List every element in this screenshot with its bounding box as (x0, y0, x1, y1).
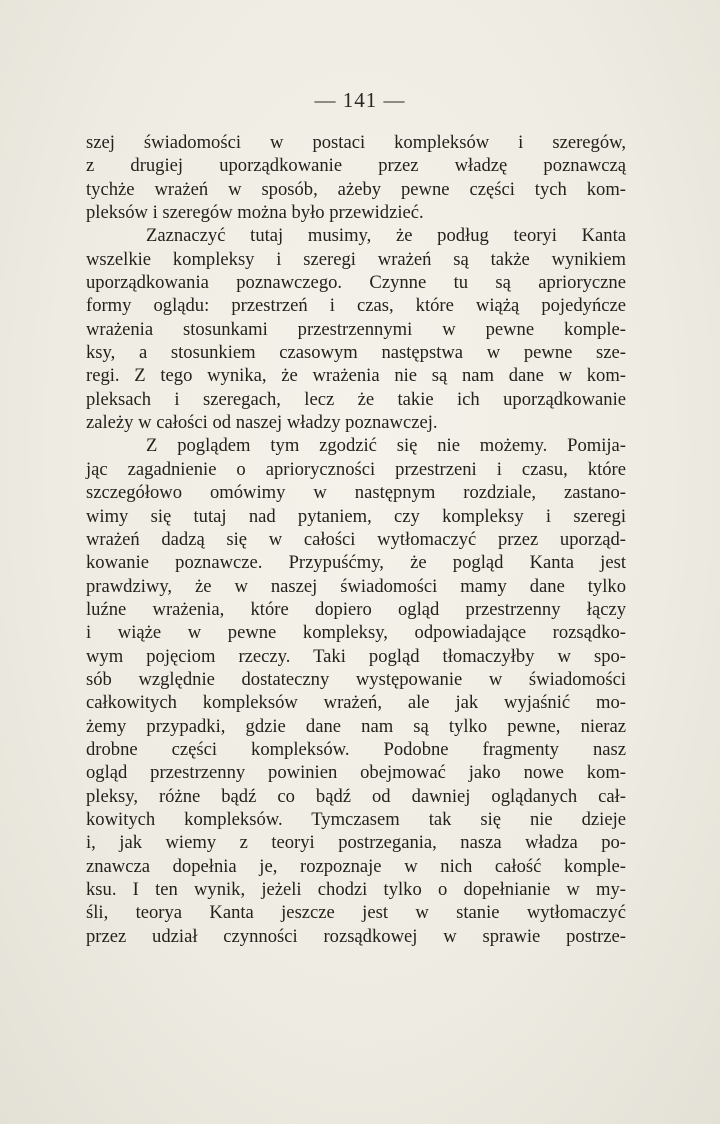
text-line: formy oglądu: przestrzeń i czas, które wiążą pojedyńcze (86, 295, 626, 317)
text-line: Z poglądem tym zgodzić się nie możemy. Pomija- (146, 435, 626, 457)
text-line: przez udział czynności rozsądkowej w sprawie postrze- (86, 925, 626, 947)
text-line: i, jak wiemy z teoryi postrzegania, nasza władza po- (86, 832, 626, 854)
text-line: szej świadomości w postaci kompleksów i szeregów, (86, 132, 626, 153)
text-line: ksu. I ten wynik, jeżeli chodzi tylko o dopełnianie w my- (86, 879, 626, 900)
text-line: wrażenia stosunkami przestrzennymi w pewne komple- (86, 318, 626, 340)
text-line: zależy w całości od naszej władzy poznawczej. (86, 412, 438, 434)
text-line: wimy się tutaj nad pytaniem, czy kompleksy i szeregi (86, 505, 626, 527)
text-line: regi. Z tego wynika, że wrażenia nie są nam dane w kom- (86, 365, 626, 387)
text-line: uporządkowania poznawczego. Czynne tu są aprioryczne (86, 272, 626, 294)
text-line: tychże wrażeń w sposób, ażeby pewne części tych kom- (86, 178, 626, 200)
text-line: wym pojęciom rzeczy. Taki pogląd tłomaczyłby w spo- (86, 645, 626, 667)
page-number: — 141 — (314, 88, 406, 112)
text-line: znawcza dopełnia je, rozpoznaje w nich całość komple- (86, 855, 626, 877)
body-text (86, 131, 626, 948)
text-line: drobne części kompleksów. Podobne fragmenty nasz (86, 738, 626, 760)
text-line: sób względnie dostateczny występowanie w świadomości (86, 668, 626, 690)
text-line: i wiąże w pewne kompleksy, odpowiadające rozsądko- (86, 622, 626, 644)
text-line: pleksach i szeregach, lecz że takie ich uporządkowanie (86, 388, 626, 410)
text-line: całkowitych kompleksów wrażeń, ale jak wyjaśnić mo- (86, 692, 626, 714)
text-line: jąc zagadnienie o aprioryczności przestrzeni i czasu, które (86, 458, 626, 480)
text-line: z drugiej uporządkowanie przez władzę poznawczą (86, 155, 626, 177)
text-line: prawdziwy, że w naszej świadomości mamy dane tylko (86, 575, 626, 597)
text-line: żemy przypadki, gdzie dane nam są tylko pewne, nieraz (86, 715, 626, 737)
text-line: wszelkie kompleksy i szeregi wrażeń są także wynikiem (86, 248, 626, 270)
text-line: wrażeń dadzą się w całości wytłomaczyć przez uporząd- (86, 528, 626, 550)
text-line: ogląd przestrzenny powinien obejmować jako nowe kom- (86, 762, 626, 784)
text-line: Zaznaczyć tutaj musimy, że podług teoryi Kanta (146, 225, 626, 247)
text-line: pleksy, różne bądź co bądź od dawniej oglądanych cał- (86, 785, 626, 807)
text-line: kowitych kompleksów. Tymczasem tak się nie dzieje (86, 808, 626, 830)
text-line: luźne wrażenia, które dopiero ogląd przestrzenny łączy (86, 598, 626, 620)
text-line: pleksów i szeregów można było przewidzieć. (86, 202, 424, 224)
text-line: kowanie poznawcze. Przypuśćmy, że pogląd Kanta jest (86, 552, 626, 574)
text-line: śli, teorya Kanta jeszcze jest w stanie wytłomaczyć (86, 902, 626, 924)
text-line: szczegółowo omówimy w następnym rozdziale, zastano- (86, 482, 626, 504)
text-line: ksy, a stosunkiem czasowym następstwa w pewne sze- (86, 342, 626, 364)
